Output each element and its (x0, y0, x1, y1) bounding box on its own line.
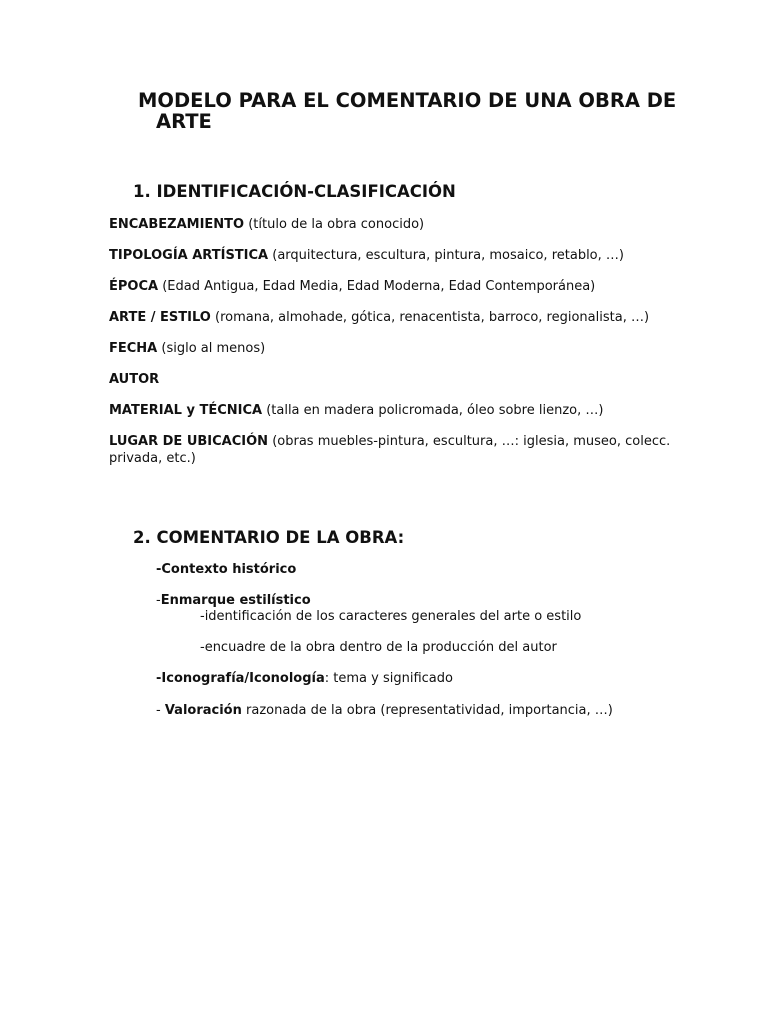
field-label: MATERIAL y TÉCNICA (109, 403, 263, 418)
field-arte-estilo (109, 309, 649, 327)
enmarque-subitem-2: -encuadre de la obra dentro de la producción del autor (200, 640, 557, 655)
field-tipologia (109, 247, 624, 265)
field-text: (siglo al menos) (157, 341, 266, 356)
field-text: (arquitectura, escultura, pintura, mosaico, retablo, …) (268, 248, 624, 263)
section1-heading: 1. IDENTIFICACIÓN-CLASIFICACIÓN (133, 182, 456, 201)
enmarque-subitem-1: -identificación de los caracteres generales del arte o estilo (200, 609, 582, 624)
field-text: (título de la obra conocido) (244, 217, 425, 232)
field-lugar-ubicacion (109, 433, 670, 451)
field-fecha (109, 340, 265, 358)
item-iconografia (156, 670, 453, 688)
field-label: TIPOLOGÍA ARTÍSTICA (109, 248, 269, 263)
field-autor (109, 371, 159, 389)
item-label: -Iconografía/Iconología (156, 671, 325, 686)
field-label: LUGAR DE UBICACIÓN (109, 434, 269, 449)
document-title-line1: MODELO PARA EL COMENTARIO DE UNA OBRA DE (138, 89, 677, 112)
field-label: ARTE / ESTILO (109, 310, 211, 325)
item-label: Valoración (164, 703, 242, 718)
field-label: FECHA (109, 341, 158, 356)
document-title-line2: ARTE (156, 110, 212, 133)
field-label: ÉPOCA (109, 279, 159, 294)
field-text: (obras muebles-pintura, escultura, …: iglesia, museo, colecc. (268, 434, 671, 449)
field-lugar-ubicacion-line2: privada, etc.) (109, 451, 196, 466)
item-label: -Contexto histórico (156, 562, 297, 577)
field-encabezamiento (109, 216, 424, 234)
field-text: (talla en madera policromada, óleo sobre lienzo, …) (262, 403, 604, 418)
field-text: (Edad Antigua, Edad Media, Edad Moderna, Edad Contemporánea) (158, 279, 596, 294)
item-valoracion (156, 702, 613, 720)
item-prefix: - (156, 703, 165, 718)
item-label: Enmarque estilístico (160, 593, 311, 608)
field-label: ENCABEZAMIENTO (109, 217, 245, 232)
item-prefix: - (156, 593, 161, 608)
field-epoca (109, 278, 595, 296)
field-label: AUTOR (109, 372, 160, 387)
field-material-tecnica (109, 402, 603, 420)
item-text: razonada de la obra (representatividad, importancia, …) (241, 703, 613, 718)
item-text: : tema y significado (324, 671, 453, 686)
item-contexto-historico (156, 561, 296, 579)
field-text: (romana, almohade, gótica, renacentista, barroco, regionalista, …) (210, 310, 650, 325)
section2-heading: 2. COMENTARIO DE LA OBRA: (133, 528, 405, 547)
